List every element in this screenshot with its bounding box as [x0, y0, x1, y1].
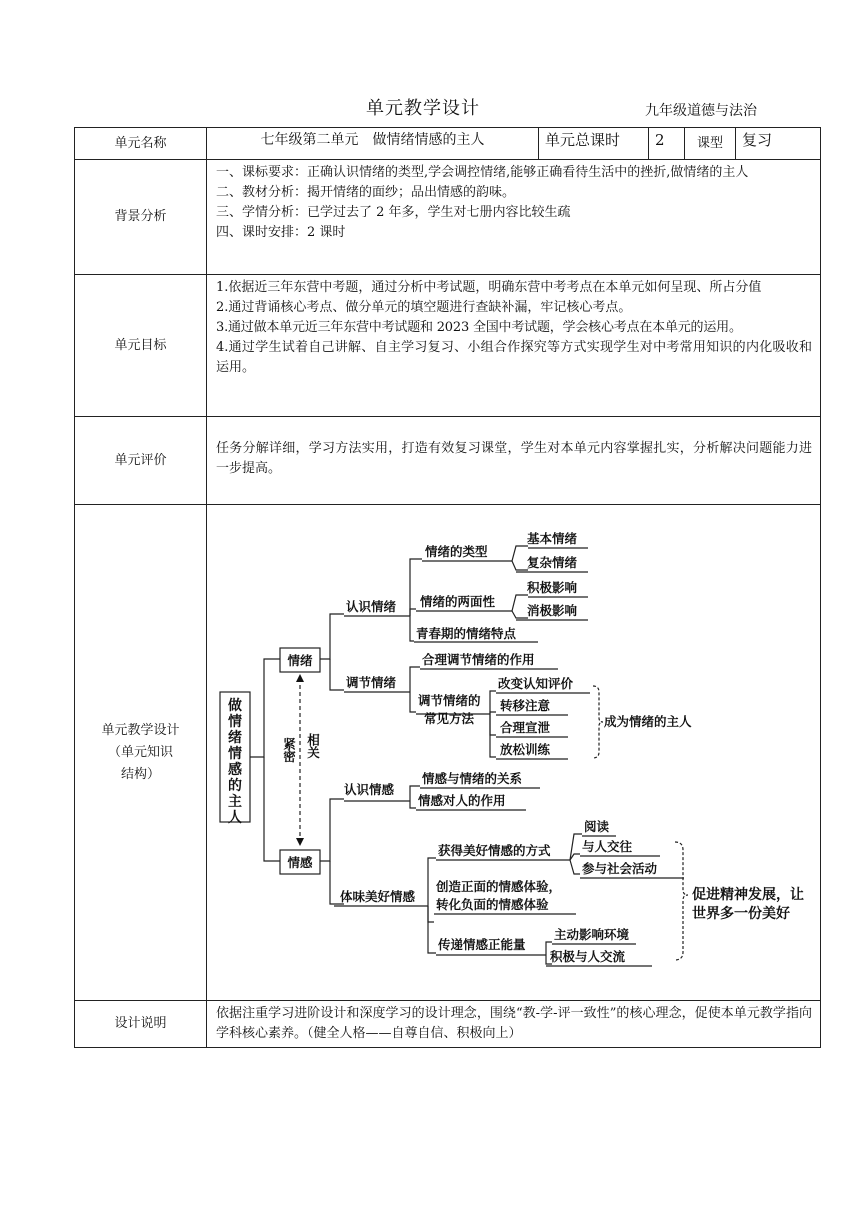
root-char-1: 做 [228, 698, 242, 714]
master-emotion-label: 成为情绪的主人 [604, 714, 692, 729]
knowledge-mindmap [207, 505, 819, 999]
method-relax: 放松训练 [500, 742, 551, 757]
relation-label: 情感与情绪的关系 [422, 771, 523, 786]
root-char-4: 情 [228, 746, 242, 762]
goal-line: 4.通过学生试着自己讲解、自主学习复习、小组合作探究等方式实现学生对中考常用知识的内化吸收和运用。 [216, 340, 812, 375]
close-label: 紧密 [281, 737, 297, 763]
promote-label-2: 世界多一份美好 [692, 906, 790, 922]
active-talk-label: 积极与人交流 [550, 949, 626, 964]
root-char-7: 主 [228, 794, 242, 810]
promote-label-1: 促进精神发展，让 [692, 887, 804, 903]
document-title: 单元教学设计 [366, 98, 480, 119]
goals-row [75, 275, 821, 417]
subject-label: 九年级道德与法治 [645, 103, 757, 119]
evaluation-label: 单元评价 [75, 417, 207, 505]
design-note-label: 设计说明 [75, 1001, 207, 1048]
evaluation-row [75, 417, 821, 505]
emotion-label: 情绪 [287, 653, 313, 668]
types-label: 情绪的类型 [425, 544, 488, 559]
structure-label-line: 单元教学设计 [101, 722, 180, 738]
total-hours-label: 单元总课时 [539, 128, 649, 160]
background-label: 背景分析 [75, 160, 207, 275]
way-communicate: 与人交往 [582, 839, 633, 854]
root-label [227, 697, 242, 826]
related-label: 相关 [305, 733, 321, 759]
goals-label: 单元目标 [75, 275, 207, 417]
ways-label: 获得美好情感的方式 [438, 843, 551, 858]
goals-content [207, 275, 821, 417]
background-row [75, 160, 821, 275]
method-distract: 转移注意 [500, 698, 551, 713]
adjust-emotion-label: 调节情绪 [346, 675, 397, 690]
active-env-label: 主动影响环境 [554, 927, 630, 942]
goal-line: 2.通过背诵核心考点、做分单元的填空题进行查缺补漏，牢记核心考点。 [216, 300, 632, 315]
total-hours-value: 2 [649, 128, 685, 160]
goal-line: 1.依据近三年东营中考题，通过分析中考试题，明确东营中考考点在本单元如何呈现、所占分值 [216, 280, 762, 295]
background-line: 四、课时安排：2 课时 [216, 225, 346, 240]
knowledge-structure-cell [207, 505, 821, 1001]
unit-name-label: 单元名称 [75, 128, 207, 160]
negative-effect-label: 消极影响 [527, 603, 578, 618]
unit-name-row [75, 128, 821, 160]
unit-name-value: 七年级第二单元 做情绪情感的主人 [207, 128, 539, 160]
design-note-row [75, 1001, 821, 1048]
youth-features-label: 青春期的情绪特点 [416, 626, 517, 641]
way-social: 参与社会活动 [582, 861, 658, 876]
structure-label-line: （单元知识 [107, 744, 173, 760]
goal-line: 3.通过做本单元近三年东营中考试题和 2023 全国中考试题，学会核心考点在本单元的运用。 [216, 320, 742, 335]
taste-feeling-label: 体味美好情感 [340, 889, 416, 904]
class-type-value: 复习 [736, 128, 821, 160]
know-feeling-label: 认识情感 [344, 782, 395, 797]
method-cognition: 改变认知评价 [498, 676, 574, 691]
background-content [207, 160, 821, 275]
basic-emotion-label: 基本情绪 [527, 531, 578, 546]
method-vent: 合理宣泄 [500, 720, 551, 735]
design-note-content: 依据注重学习进阶设计和深度学习的设计理念，围绕“教-学-评一致性”的核心理念，促使本单元教学指向学科核心素养。（健全人格——自尊自信、积极向上） [207, 1001, 821, 1048]
structure-label-line: 结构） [120, 766, 160, 782]
complex-emotion-label: 复杂情绪 [527, 555, 578, 570]
convey-label: 传递情感正能量 [438, 937, 526, 952]
methods-label-1: 调节情绪的 [418, 693, 481, 708]
background-line: 二、教材分析：揭开情绪的面纱；品出情感的韵味。 [216, 185, 516, 200]
positive-effect-label: 积极影响 [527, 580, 578, 595]
structure-label [75, 505, 207, 1001]
way-read: 阅读 [584, 819, 610, 834]
unit-design-table [74, 127, 821, 1048]
class-type-label: 课型 [685, 128, 736, 160]
feeling-label: 情感 [287, 855, 313, 870]
create-label-1: 创造正面的情感体验， [436, 879, 562, 894]
background-line: 一、课标要求：正确认识情绪的类型,学会调控情绪,能够正确看待生活中的挫折,做情绪的主人 [216, 165, 749, 180]
structure-row [75, 505, 821, 1001]
reasonable-adjust-label: 合理调节情绪的作用 [422, 652, 535, 667]
root-char-8: 人 [228, 810, 242, 826]
root-char-3: 绪 [228, 730, 242, 746]
create-label-2: 转化负面的情感体验 [436, 897, 549, 912]
root-char-6: 的 [228, 778, 242, 794]
root-char-2: 情 [228, 714, 242, 730]
feeling-effect-label: 情感对人的作用 [418, 793, 506, 808]
background-line: 三、学情分析：已学过去了 2 年多，学生对七册内容比较生疏 [216, 205, 571, 220]
know-emotion-label: 认识情绪 [346, 599, 397, 614]
evaluation-content: 任务分解详细，学习方法实用，打造有效复习课堂，学生对本单元内容掌握扎实，分析解决问题能力进一步提高。 [207, 417, 821, 505]
two-sides-label: 情绪的两面性 [420, 594, 496, 609]
root-char-5: 感 [228, 762, 242, 778]
methods-label-2: 常见方法 [424, 711, 475, 726]
